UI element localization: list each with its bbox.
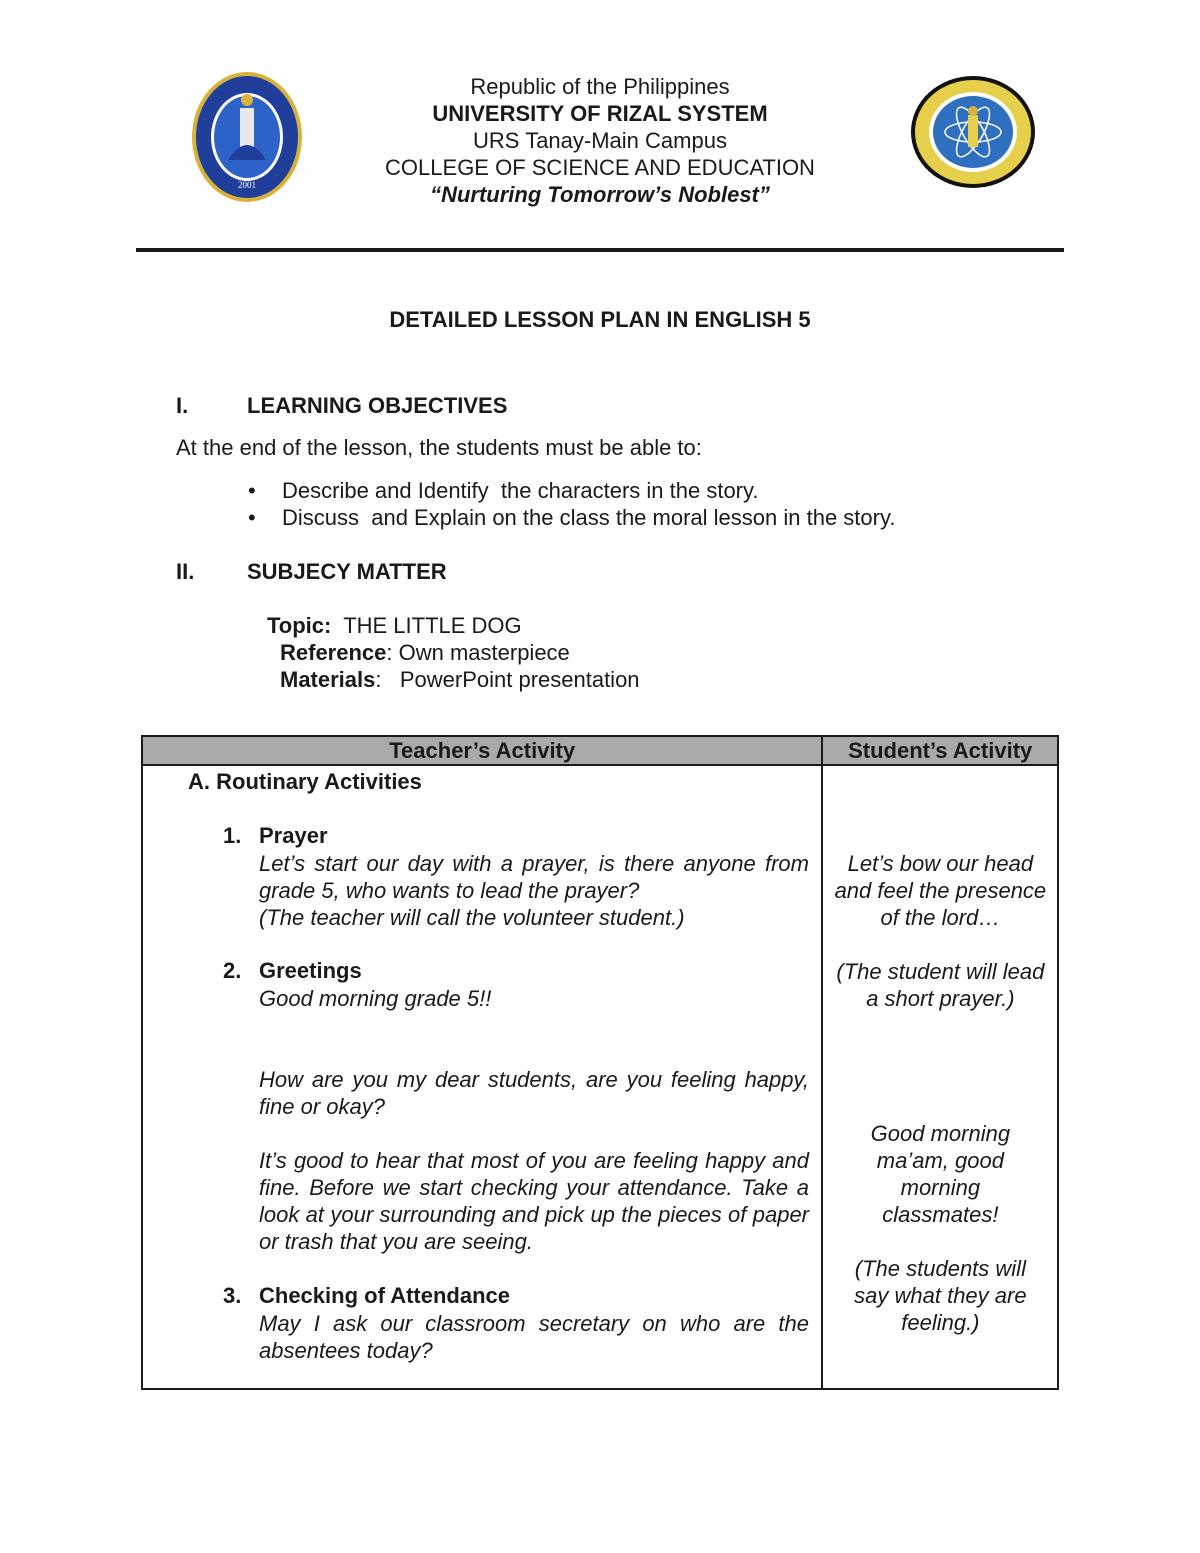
header-republic: Republic of the Philippines [470,74,730,99]
activity-table [141,735,1059,1390]
prayer-heading: Prayer [259,823,328,848]
header-divider [136,248,1064,252]
header-college: COLLEGE OF SCIENCE AND EDUCATION [385,155,815,180]
prayer-note: (The teacher will call the volunteer student.) [259,905,685,930]
prayer-text: Let’s start our day with a prayer, is there anyone from grade 5, who wants to lead the prayer? [259,851,809,903]
college-logo [910,75,1038,190]
materials-line [280,666,640,693]
teacher-activity-cell [142,765,822,1389]
item-number: 3. [223,1283,242,1308]
bullet-icon: • [248,505,256,530]
student-feeling-note: (The students will say what they are feeling.) [854,1256,1027,1335]
section2-heading: SUBJECY MATTER [247,559,447,584]
topic-label: Topic: [267,613,332,638]
svg-text:2001: 2001 [238,180,256,190]
university-logo [190,70,305,205]
section1-intro: At the end of the lesson, the students must be able to: [176,435,702,460]
greetings-text: Good morning grade 5!! [259,986,492,1011]
student-prayer-note: (The student will lead a short prayer.) [836,959,1045,1011]
bullet-icon: • [248,478,256,503]
topic-line [267,612,522,639]
student-activity-header: Student’s Activity [822,736,1058,765]
greetings-question: How are you my dear students, are you feeling happy, fine or okay? [259,1067,809,1119]
reference-value: : Own masterpiece [386,640,570,665]
header-university: UNIVERSITY OF RIZAL SYSTEM [432,101,768,126]
reference-line [280,639,570,666]
objective-item: Describe and Identify the characters in the story. [282,478,759,503]
section1-number: I. [176,393,189,418]
routinary-heading: A. Routinary Activities [188,769,422,794]
student-greeting-response: Good morning ma’am, good morning classmates! [870,1121,1011,1227]
student-activity-cell [822,765,1058,1389]
item-number: 1. [223,823,242,848]
reference-label: Reference [280,640,387,665]
greetings-heading: Greetings [259,958,362,983]
section2-number: II. [176,559,195,584]
objective-item: Discuss and Explain on the class the moral lesson in the story. [282,505,896,530]
teacher-activity-header: Teacher’s Activity [142,736,822,765]
student-prayer-response: Let’s bow our head and feel the presence of the lord… [834,851,1047,930]
materials-label: Materials [280,667,376,692]
greetings-cleanup: It’s good to hear that most of you are feeling happy and fine. Before we start checking your attendance. Take a look at your surrounding and pick up the pieces of paper or trash that you are seeing. [259,1148,809,1254]
section1-heading: LEARNING OBJECTIVES [247,393,508,418]
attendance-text: May I ask our classroom secretary on who are the absentees today? [259,1311,809,1363]
item-number: 2. [223,958,242,983]
topic-value: THE LITTLE DOG [343,613,522,638]
materials-value: : PowerPoint presentation [375,667,640,692]
header-motto: “Nurturing Tomorrow’s Noblest” [430,182,770,207]
header-campus: URS Tanay-Main Campus [473,128,727,153]
attendance-heading: Checking of Attendance [259,1283,510,1308]
document-title: DETAILED LESSON PLAN IN ENGLISH 5 [389,307,811,332]
